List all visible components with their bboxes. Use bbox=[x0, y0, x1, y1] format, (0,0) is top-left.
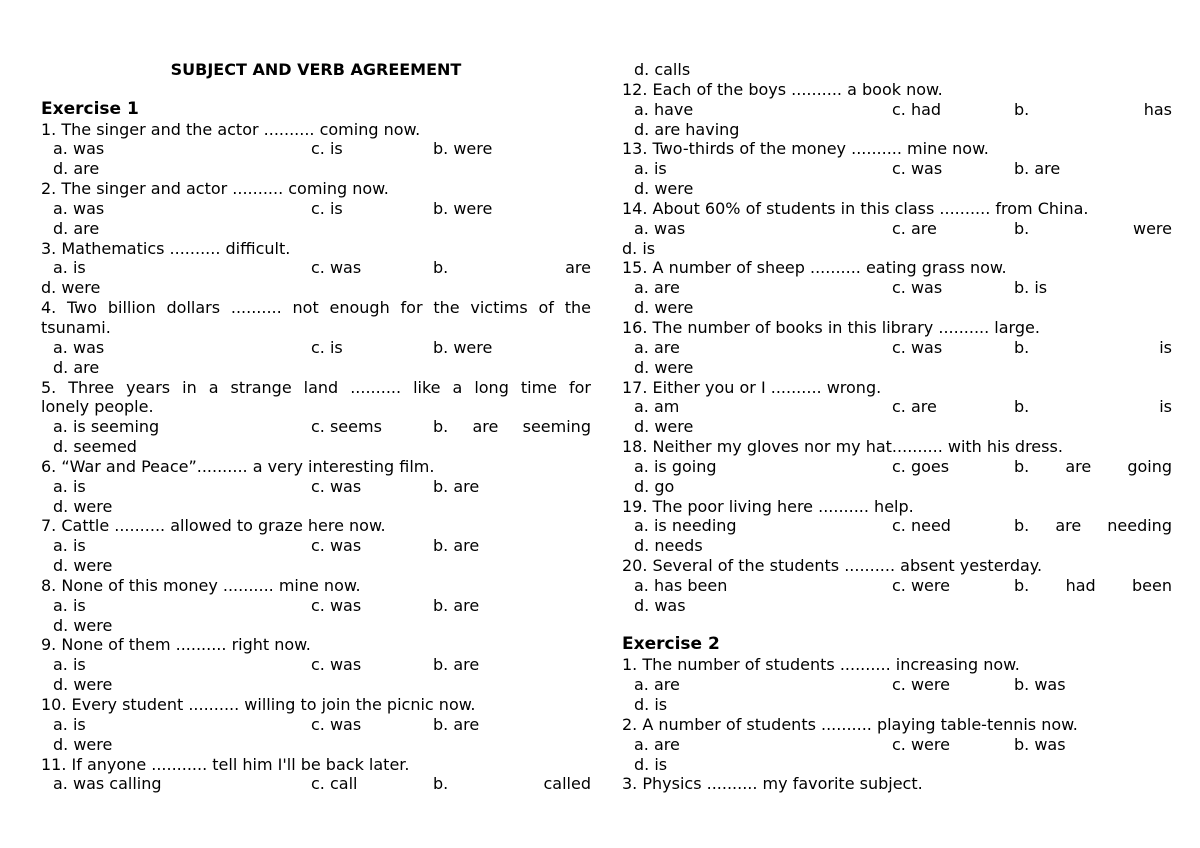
option-b-word: needing bbox=[1107, 516, 1172, 536]
options-row bbox=[41, 655, 591, 675]
option-d: d. is bbox=[622, 238, 656, 258]
option-b bbox=[1014, 219, 1172, 239]
option-c: c. are bbox=[892, 218, 937, 238]
exercise-heading: Exercise 2 bbox=[622, 634, 720, 655]
option-a: a. is bbox=[53, 595, 86, 615]
options-row bbox=[41, 596, 591, 616]
option-c: c. was bbox=[311, 595, 362, 615]
options-row bbox=[41, 477, 591, 497]
page-title: SUBJECT AND VERB AGREEMENT bbox=[170, 60, 462, 79]
option-d: d. were bbox=[634, 417, 694, 437]
option-d: d. were bbox=[634, 298, 694, 318]
option-a: a. is seeming bbox=[53, 417, 160, 437]
option-a: a. are bbox=[634, 734, 680, 754]
option-b-word: is bbox=[1159, 397, 1172, 417]
option-b: b. are bbox=[433, 595, 480, 615]
option-a: a. is bbox=[53, 258, 86, 278]
option-a: a. is needing bbox=[634, 516, 737, 536]
option-d: d. is bbox=[634, 754, 668, 774]
question-text: 12. Each of the boys .......... a book now. bbox=[622, 79, 943, 99]
option-a: a. is bbox=[53, 536, 86, 556]
option-b-word: going bbox=[1127, 456, 1172, 476]
option-c: c. was bbox=[311, 536, 362, 556]
left-column bbox=[41, 60, 591, 794]
option-a: a. was bbox=[53, 139, 105, 159]
question-text: 17. Either you or I .......... wrong. bbox=[622, 377, 882, 397]
option-b: b. is bbox=[1014, 278, 1048, 298]
option-d: d. go bbox=[634, 476, 675, 496]
option-b: b. are bbox=[1014, 159, 1061, 179]
option-a: a. is going bbox=[634, 456, 717, 476]
option-c: c. was bbox=[311, 258, 362, 278]
option-a: a. are bbox=[634, 337, 680, 357]
option-d: d. are bbox=[53, 159, 100, 179]
option-b: b. are bbox=[433, 714, 480, 734]
question-text: 10. Every student .......... willing to join the picnic now. bbox=[41, 695, 476, 714]
question-text: 16. The number of books in this library .......... large. bbox=[622, 317, 1040, 337]
option-b-word: were bbox=[1133, 218, 1172, 238]
option-b: b. were bbox=[433, 139, 493, 159]
option-b bbox=[1014, 100, 1172, 120]
options-row bbox=[41, 139, 591, 159]
options-row bbox=[622, 675, 1172, 695]
options-row bbox=[622, 100, 1172, 120]
options-row bbox=[622, 576, 1172, 596]
option-b: b. was bbox=[1014, 734, 1066, 754]
option-c: c. need bbox=[892, 516, 951, 536]
option-c: c. was bbox=[892, 337, 943, 357]
option-b bbox=[433, 417, 591, 437]
option-b-word: b. bbox=[1014, 456, 1030, 476]
question-text: 6. “War and Peace”.......... a very interesting film. bbox=[41, 456, 435, 476]
option-d: d. were bbox=[53, 615, 113, 635]
option-d: d. were bbox=[53, 556, 113, 576]
options-row bbox=[41, 417, 591, 437]
option-b: b. were bbox=[433, 337, 493, 357]
question-text: 20. Several of the students .......... absent yesterday. bbox=[622, 556, 1043, 576]
question-text: 1. The number of students .......... increasing now. bbox=[622, 655, 1020, 675]
option-a: a. are bbox=[634, 278, 680, 298]
option-d: d. were bbox=[53, 734, 113, 754]
question-text: 18. Neither my gloves nor my hat.......... with his dress. bbox=[622, 437, 1063, 457]
question-text: 2. The singer and actor .......... coming now. bbox=[41, 179, 389, 199]
option-b-word: b. bbox=[433, 258, 449, 278]
question-text: 3. Mathematics .......... difficult. bbox=[41, 238, 291, 258]
option-d: d. seemed bbox=[53, 437, 137, 457]
option-d: d. are having bbox=[634, 119, 740, 139]
options-row bbox=[622, 278, 1172, 298]
option-a: a. was bbox=[53, 337, 105, 357]
option-c: c. goes bbox=[892, 456, 950, 476]
option-d: d. is bbox=[634, 695, 668, 714]
option-c: c. is bbox=[311, 198, 343, 218]
option-b bbox=[1014, 516, 1172, 536]
option-b bbox=[1014, 576, 1172, 596]
option-d: d. are bbox=[53, 357, 100, 377]
options-row bbox=[41, 715, 591, 735]
options-row bbox=[622, 397, 1172, 417]
option-a: a. is bbox=[634, 159, 667, 179]
option-d: d. were bbox=[41, 278, 101, 298]
option-c: c. were bbox=[892, 675, 950, 695]
question-text: 4. Two billion dollars .......... not enough for the victims of the bbox=[41, 298, 591, 318]
option-d: d. are bbox=[53, 218, 100, 238]
option-d: d. were bbox=[53, 675, 113, 695]
option-b-word: b. bbox=[1014, 575, 1030, 595]
question-text: 15. A number of sheep .......... eating grass now. bbox=[622, 258, 1007, 278]
options-row bbox=[622, 159, 1172, 179]
question-text: 7. Cattle .......... allowed to graze here now. bbox=[41, 516, 386, 536]
option-b-word: b. bbox=[1014, 218, 1030, 238]
option-c: c. is bbox=[311, 139, 343, 159]
spacer-line bbox=[622, 616, 1172, 636]
question-text: 19. The poor living here .......... help. bbox=[622, 496, 914, 516]
option-a: a. is bbox=[53, 655, 86, 675]
question-text-continued: lonely people. bbox=[41, 397, 154, 417]
option-b-word: b. bbox=[1014, 516, 1030, 536]
question-text: 14. About 60% of students in this class .......... from China. bbox=[622, 198, 1089, 218]
spacer-line bbox=[41, 80, 591, 100]
option-b-word: had bbox=[1065, 575, 1096, 595]
option-b-word: has bbox=[1143, 99, 1172, 119]
option-b: b. are bbox=[433, 536, 480, 556]
option-b bbox=[1014, 338, 1172, 358]
option-d: d. were bbox=[53, 496, 113, 516]
option-b: b. was bbox=[1014, 675, 1066, 695]
option-c: c. was bbox=[892, 159, 943, 179]
option-a: a. was bbox=[53, 198, 105, 218]
option-a: a. is bbox=[53, 476, 86, 496]
option-c: c. was bbox=[311, 714, 362, 734]
question-text-continued: tsunami. bbox=[41, 317, 111, 337]
options-row bbox=[622, 735, 1172, 755]
question-text: 11. If anyone ........... tell him I'll be back later. bbox=[41, 754, 410, 774]
option-c: c. call bbox=[311, 774, 358, 794]
question-text: 5. Three years in a strange land .......... like a long time for bbox=[41, 377, 591, 397]
options-row bbox=[622, 338, 1172, 358]
option-a: a. are bbox=[634, 675, 680, 695]
option-b: b. are bbox=[433, 476, 480, 496]
option-c: c. are bbox=[892, 397, 937, 417]
option-d: d. were bbox=[634, 179, 694, 199]
option-b: b. were bbox=[433, 198, 493, 218]
option-b bbox=[433, 258, 591, 278]
option-c: c. is bbox=[311, 337, 343, 357]
option-c: c. had bbox=[892, 99, 942, 119]
option-b-word: b. bbox=[1014, 397, 1030, 417]
exercise-heading: Exercise 1 bbox=[41, 98, 139, 119]
option-b bbox=[433, 774, 591, 794]
options-row bbox=[622, 219, 1172, 239]
option-a: a. is bbox=[53, 714, 86, 734]
option-c: c. seems bbox=[311, 417, 382, 437]
question-text: 1. The singer and the actor .......... coming now. bbox=[41, 119, 421, 139]
option-b-word: are bbox=[472, 417, 499, 437]
question-text: 8. None of this money .......... mine now. bbox=[41, 575, 361, 595]
option-b-word: b. bbox=[1014, 337, 1030, 357]
right-column bbox=[622, 60, 1172, 794]
options-row bbox=[41, 258, 591, 278]
option-b-word: seeming bbox=[522, 417, 591, 437]
option-b-word: b. bbox=[433, 774, 449, 794]
option-b-word: are bbox=[565, 258, 591, 278]
option-a: a. have bbox=[634, 99, 694, 119]
options-row bbox=[41, 338, 591, 358]
options-row bbox=[41, 774, 591, 794]
option-a: a. has been bbox=[634, 575, 728, 595]
options-row bbox=[622, 457, 1172, 477]
option-b-word: b. bbox=[1014, 99, 1030, 119]
question-text: 9. None of them .......... right now. bbox=[41, 635, 311, 655]
question-text: 13. Two-thirds of the money .......... mine now. bbox=[622, 139, 989, 159]
option-a: a. was bbox=[634, 218, 686, 238]
option-c: c. was bbox=[311, 476, 362, 496]
option-c: c. was bbox=[892, 278, 943, 298]
option-b bbox=[1014, 397, 1172, 417]
options-row bbox=[41, 536, 591, 556]
option-b-word: been bbox=[1132, 575, 1172, 595]
option-b-word: is bbox=[1159, 337, 1172, 357]
option-a: a. am bbox=[634, 397, 680, 417]
question-text: 3. Physics .......... my favorite subject. bbox=[622, 774, 923, 794]
option-b bbox=[1014, 457, 1172, 477]
options-row bbox=[41, 199, 591, 219]
question-text: 2. A number of students .......... playing table-tennis now. bbox=[622, 714, 1078, 734]
option-c: c. were bbox=[892, 575, 950, 595]
option-c: c. were bbox=[892, 734, 950, 754]
option-b-word: are bbox=[1065, 456, 1092, 476]
option-c: c. was bbox=[311, 655, 362, 675]
option-a: a. was calling bbox=[53, 774, 162, 794]
options-row bbox=[622, 516, 1172, 536]
option-b-word: b. bbox=[433, 417, 449, 437]
option-b-word: called bbox=[543, 774, 591, 794]
option-d: d. needs bbox=[634, 536, 703, 556]
option-d: d. were bbox=[634, 357, 694, 377]
option-d: d. was bbox=[634, 595, 686, 615]
option-b: b. are bbox=[433, 655, 480, 675]
option-d: d. calls bbox=[634, 60, 691, 79]
option-b-word: are bbox=[1055, 516, 1082, 536]
